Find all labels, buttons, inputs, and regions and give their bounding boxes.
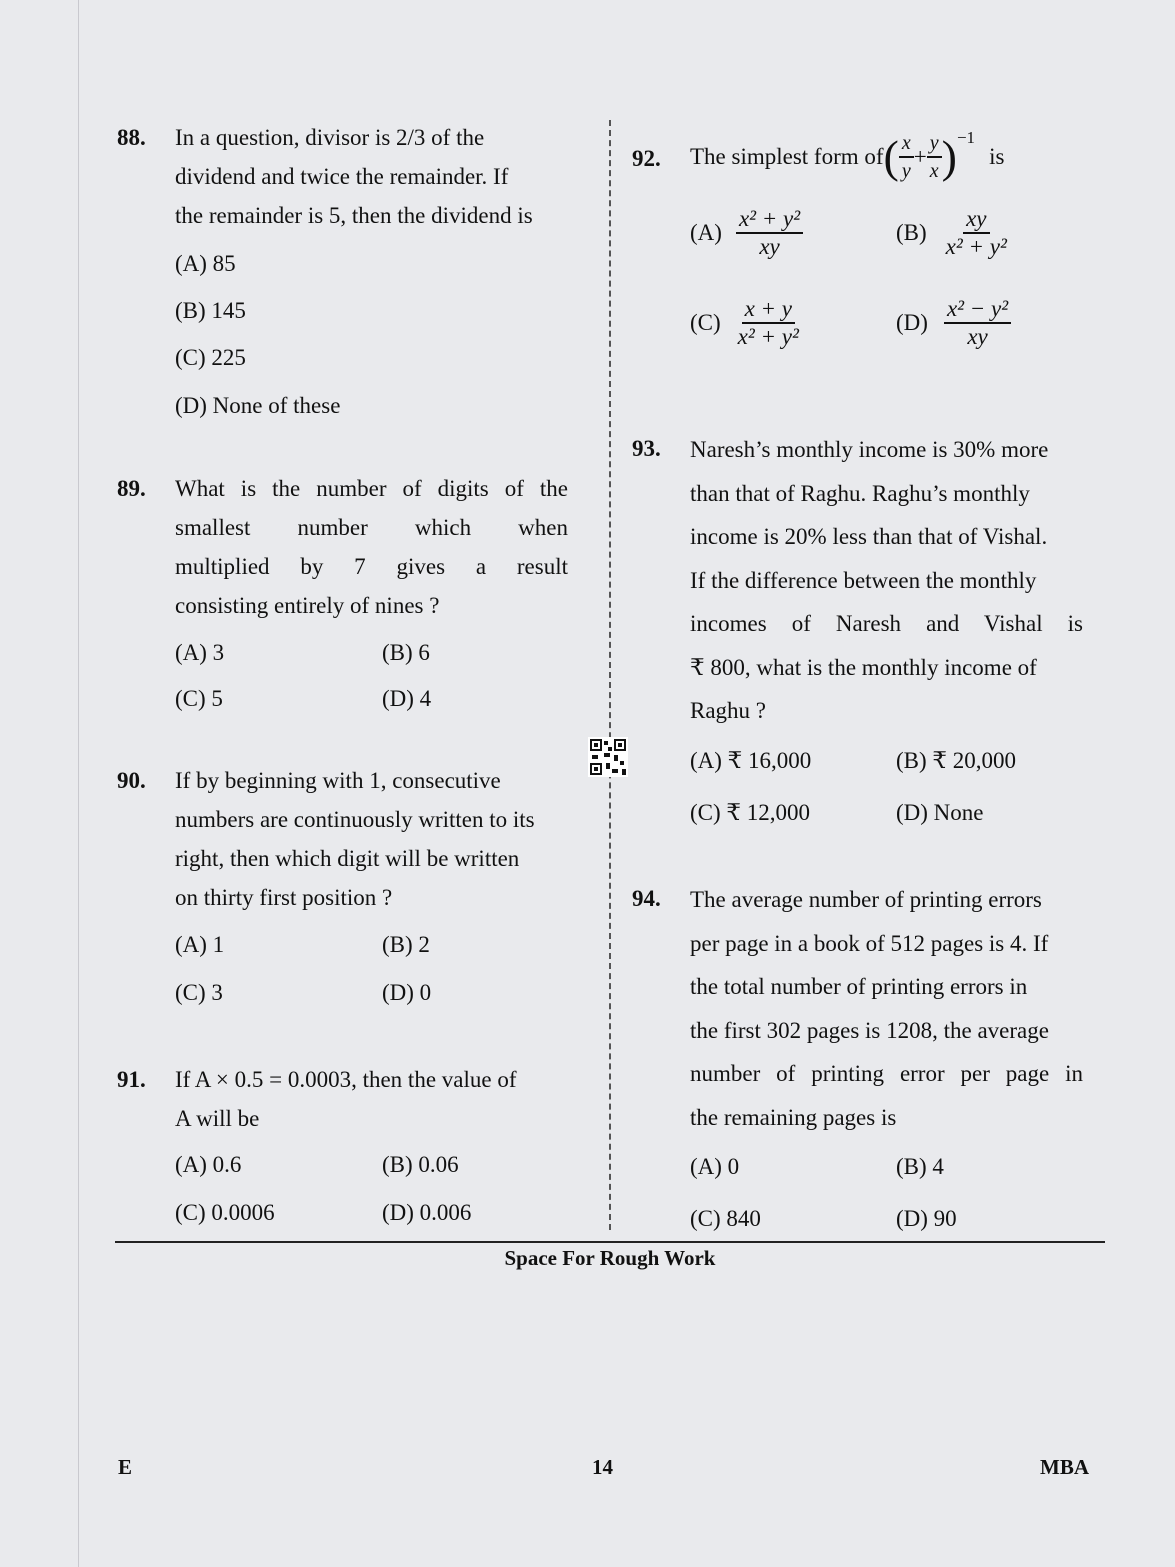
question-line: on thirty first position ? bbox=[175, 885, 393, 910]
option-fraction bbox=[736, 207, 803, 259]
subject-label: MBA bbox=[1040, 1455, 1089, 1479]
option bbox=[896, 297, 1011, 349]
question-number: 89. bbox=[117, 476, 146, 501]
question-line: the remaining pages is bbox=[690, 1104, 897, 1130]
option: (C) 0.0006 bbox=[175, 1200, 275, 1225]
question-line: What is the number of digits of the bbox=[175, 476, 568, 501]
rough-work-label: Space For Rough Work bbox=[504, 1246, 716, 1270]
numerator: x² + y² bbox=[736, 207, 803, 234]
question-line: If A × 0.5 = 0.0003, then the value of bbox=[175, 1067, 517, 1092]
right-parenthesis: ) bbox=[941, 131, 957, 182]
question-line: multiplied by 7 gives a result bbox=[175, 554, 568, 579]
question-suffix: is bbox=[989, 144, 1005, 169]
option: (C) 225 bbox=[175, 345, 246, 370]
horizontal-rule bbox=[115, 1241, 1105, 1243]
question-line: A will be bbox=[175, 1106, 260, 1131]
question-line: dividend and twice the remainder. If bbox=[175, 164, 509, 189]
question-line: income is 20% less than that of Vishal. bbox=[690, 524, 1048, 549]
question-line: numbers are continuously written to its bbox=[175, 807, 535, 832]
option: (D) 4 bbox=[382, 686, 432, 711]
option-fraction bbox=[944, 297, 1011, 349]
option: (B) 0.06 bbox=[382, 1152, 459, 1177]
fraction-x-over-y bbox=[899, 131, 914, 183]
denominator: xy bbox=[759, 234, 780, 259]
question-line: If the difference between the monthly bbox=[690, 567, 1037, 593]
question-line: In a question, divisor is 2/3 of the bbox=[175, 125, 485, 150]
option-label: (A) bbox=[690, 220, 722, 245]
numerator: xy bbox=[963, 207, 989, 234]
exponent: −1 bbox=[956, 128, 976, 147]
option: (C) 5 bbox=[175, 686, 223, 711]
plus-sign: + bbox=[913, 144, 927, 169]
question-line: Raghu ? bbox=[690, 698, 767, 723]
question-94-text bbox=[690, 878, 1083, 1139]
question-number: 90. bbox=[117, 768, 146, 793]
numerator: x + y bbox=[742, 297, 795, 324]
question-90-text bbox=[175, 768, 568, 924]
option: (A) ₹ 16,000 bbox=[690, 748, 812, 773]
option-fraction bbox=[735, 297, 802, 349]
left-parenthesis: ( bbox=[883, 131, 899, 182]
numerator: y bbox=[927, 131, 942, 158]
question-line: the first 302 pages is 1208, the average bbox=[690, 1017, 1049, 1043]
option: (A) 3 bbox=[175, 640, 225, 665]
question-number: 92. bbox=[632, 146, 661, 171]
option: (C) ₹ 12,000 bbox=[690, 800, 811, 825]
question-line: Naresh’s monthly income is 30% more bbox=[690, 437, 1049, 462]
question-91-text bbox=[175, 1067, 568, 1145]
option: (B) 2 bbox=[382, 932, 430, 957]
question-line: If by beginning with 1, consecutive bbox=[175, 768, 501, 793]
option: (A) 1 bbox=[175, 932, 225, 957]
question-line: number of printing error per page in bbox=[690, 1061, 1083, 1086]
fraction-y-over-x bbox=[927, 131, 942, 183]
option-fraction bbox=[943, 207, 1010, 259]
page-edge-line bbox=[78, 0, 79, 1567]
question-89-text bbox=[175, 476, 568, 632]
option: (D) 0 bbox=[382, 980, 432, 1005]
question-number: 93. bbox=[632, 436, 661, 461]
option bbox=[896, 207, 1010, 259]
option: (B) ₹ 20,000 bbox=[896, 748, 1017, 773]
column-divider bbox=[609, 120, 611, 1230]
page-number: 14 bbox=[592, 1455, 613, 1479]
numerator: x bbox=[899, 131, 914, 158]
booklet-code: E bbox=[118, 1455, 133, 1479]
option: (C) 3 bbox=[175, 980, 223, 1005]
option: (A) 0 bbox=[690, 1154, 740, 1179]
question-line: The average number of printing errors bbox=[690, 887, 1042, 912]
question-88-text bbox=[175, 125, 568, 242]
question-line: ₹ 800, what is the monthly income of bbox=[690, 654, 1037, 680]
option: (C) 840 bbox=[690, 1206, 761, 1231]
question-93-text bbox=[690, 428, 1083, 733]
option: (A) 85 bbox=[175, 251, 236, 276]
question-prefix: The simplest form of bbox=[690, 144, 884, 169]
option: (B) 6 bbox=[382, 640, 430, 665]
question-line: incomes of Naresh and Vishal is bbox=[690, 611, 1083, 636]
option: (B) 4 bbox=[896, 1154, 944, 1179]
option: (D) 90 bbox=[896, 1206, 957, 1231]
question-92-text bbox=[690, 126, 1004, 188]
option bbox=[690, 297, 802, 349]
question-number: 91. bbox=[117, 1067, 146, 1092]
option: (B) 145 bbox=[175, 298, 246, 323]
option-label: (B) bbox=[896, 220, 927, 245]
option: (D) 0.006 bbox=[382, 1200, 472, 1225]
option: (A) 0.6 bbox=[175, 1152, 242, 1177]
question-line: the total number of printing errors in bbox=[690, 974, 1028, 999]
denominator: x bbox=[929, 160, 939, 182]
qr-code-icon bbox=[588, 737, 628, 777]
option-label: (C) bbox=[690, 310, 721, 335]
denominator: x² + y² bbox=[945, 234, 1007, 259]
option: (D) None of these bbox=[175, 393, 341, 418]
question-line: per page in a book of 512 pages is 4. If bbox=[690, 930, 1049, 956]
question-number: 94. bbox=[632, 886, 661, 911]
option: (D) None bbox=[896, 800, 984, 825]
question-line: right, then which digit will be written bbox=[175, 846, 520, 871]
option-label: (D) bbox=[896, 310, 928, 335]
question-line: smallest number which when bbox=[175, 515, 568, 540]
option bbox=[690, 207, 803, 259]
question-line: consisting entirely of nines ? bbox=[175, 593, 440, 618]
numerator: x² − y² bbox=[944, 297, 1011, 324]
question-line: the remainder is 5, then the dividend is bbox=[175, 203, 533, 228]
denominator: y bbox=[901, 160, 911, 182]
denominator: xy bbox=[967, 324, 988, 349]
question-number: 88. bbox=[117, 125, 146, 150]
denominator: x² + y² bbox=[737, 324, 799, 349]
question-line: than that of Raghu. Raghu’s monthly bbox=[690, 480, 1030, 506]
